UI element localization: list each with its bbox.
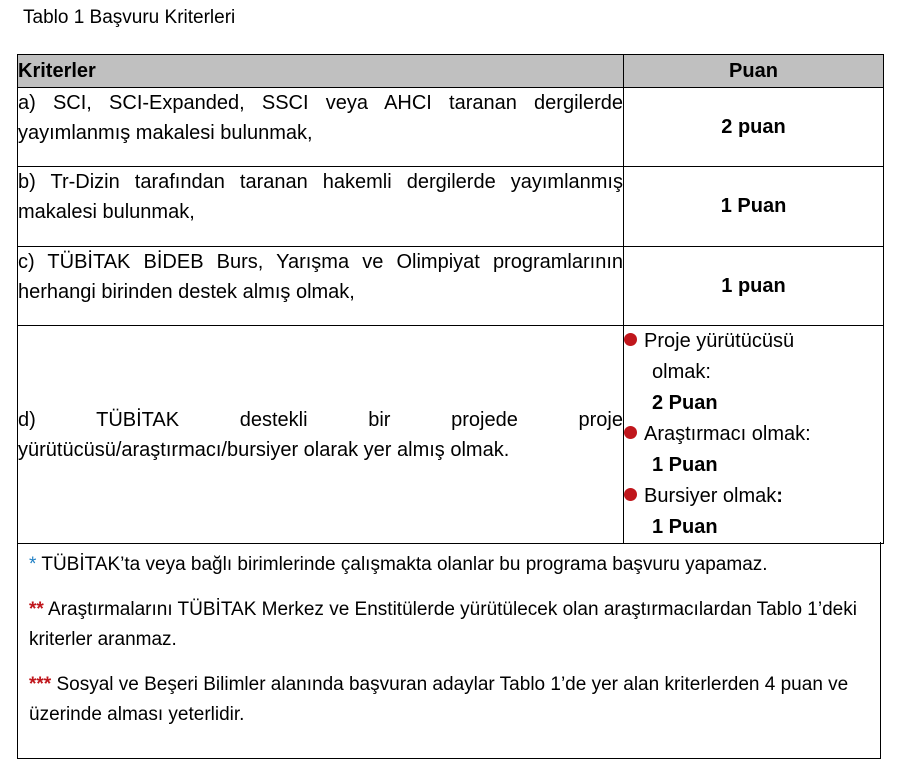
sub-point-value: 2 Puan bbox=[652, 392, 718, 414]
note-1 bbox=[29, 550, 868, 580]
note-3 bbox=[29, 670, 868, 730]
bullet-icon bbox=[624, 426, 637, 439]
note-marker: ** bbox=[29, 599, 44, 620]
table-caption: Tablo 1 Başvuru Kriterleri bbox=[23, 7, 236, 28]
criterion-a: a) SCI, SCI-Expanded, SSCI veya AHCI taranan dergilerde yayımlanmış makalesi bulunmak, bbox=[18, 88, 624, 167]
header-criteria: Kriterler bbox=[18, 55, 624, 88]
table-row bbox=[18, 247, 884, 326]
sub-point-label: Proje yürütücüsü bbox=[644, 330, 795, 352]
criterion-c: c) TÜBİTAK BİDEB Burs, Yarışma ve Olimpiyat programlarının herhangi birinden destek almış olmak, bbox=[18, 247, 624, 326]
table-row bbox=[18, 88, 884, 167]
sub-point-label-cont: olmak: bbox=[652, 361, 711, 383]
points-c: 1 puan bbox=[624, 247, 884, 326]
sub-point-scholar bbox=[624, 481, 883, 543]
criterion-b: b) Tr-Dizin tarafından taranan hakemli dergilerde yayımlanmış makalesi bulunmak, bbox=[18, 167, 624, 247]
note-text: Araştırmalarını TÜBİTAK Merkez ve Enstitülerde yürütülecek olan araştırmacılardan Tablo 1’deki kriterler aranmaz. bbox=[29, 599, 857, 650]
sub-point-value: 1 Puan bbox=[652, 454, 718, 476]
note-marker: *** bbox=[29, 674, 52, 695]
sub-point-label: Araştırmacı olmak: bbox=[644, 423, 811, 445]
note-2 bbox=[29, 595, 868, 655]
header-points: Puan bbox=[624, 55, 884, 88]
table-row bbox=[18, 167, 884, 247]
table-header-row bbox=[18, 55, 884, 88]
criteria-table bbox=[17, 54, 884, 544]
notes-box bbox=[17, 542, 881, 759]
sub-point-label: Bursiyer olmak bbox=[644, 485, 777, 507]
note-marker: * bbox=[29, 554, 37, 575]
note-text: TÜBİTAK’ta veya bağlı birimlerinde çalışmakta olanlar bu programa başvuru yapamaz. bbox=[36, 554, 768, 575]
note-text: Sosyal ve Beşeri Bilimler alanında başvuran adaylar Tablo 1’de yer alan kriterlerden 4 puan ve üzerinde alması yeterlidir. bbox=[29, 674, 849, 725]
points-d bbox=[624, 326, 884, 544]
bullet-icon bbox=[624, 333, 637, 346]
sub-point-project-lead bbox=[624, 326, 883, 419]
sub-point-value: 1 Puan bbox=[652, 516, 718, 538]
table-row bbox=[18, 326, 884, 544]
points-a: 2 puan bbox=[624, 88, 884, 167]
sub-point-colon: : bbox=[776, 485, 783, 507]
sub-point-researcher bbox=[624, 419, 883, 481]
bullet-icon bbox=[624, 488, 637, 501]
points-b: 1 Puan bbox=[624, 167, 884, 247]
criterion-d: d) TÜBİTAK destekli bir projede proje yürütücüsü/araştırmacı/bursiyer olarak yer almış olmak. bbox=[18, 326, 624, 544]
